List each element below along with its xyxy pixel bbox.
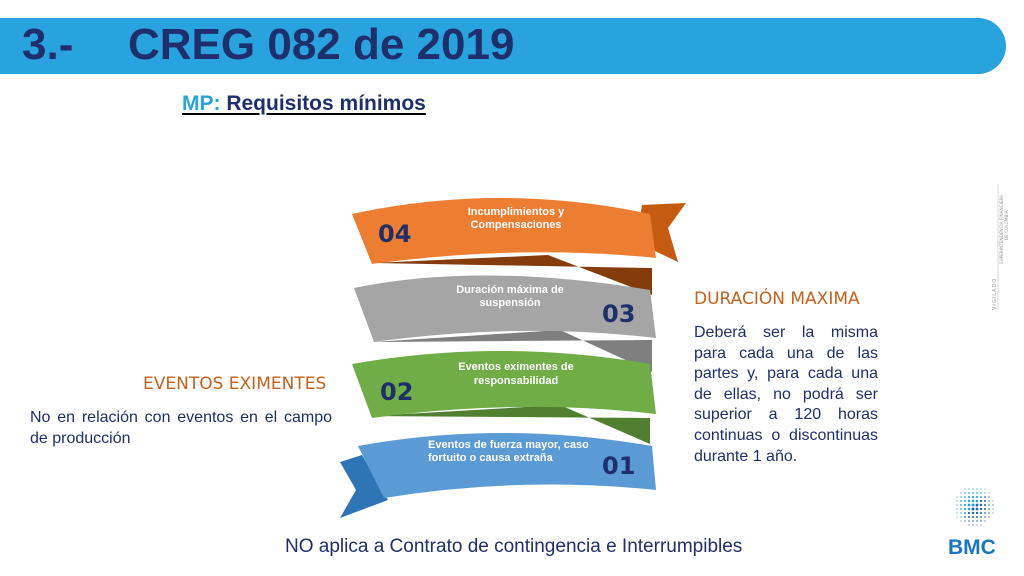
step-number-04: 04 [378,220,412,248]
logo-dot [976,520,978,522]
logo-dot [960,492,961,493]
logo-dot [992,500,993,501]
logo-dot [976,508,979,511]
logo-dot [968,520,969,521]
logo-dot [980,508,982,510]
logo-dot [985,489,986,490]
logo-dot [964,512,966,514]
logo-dot [984,492,985,493]
logo-dot [988,512,989,513]
logo-dot [984,516,986,518]
step-label-03-line1: Duración máxima de [456,284,564,296]
bmc-logo [940,482,1008,562]
logo-dot [976,524,977,525]
logo-dot [960,508,962,510]
logo-dot-globe [956,488,993,525]
right-panel-text: Deberá ser la misma para cada una de las partes y, para cada una de ellas, no podrá ser superior a 120 horas continuas o discontinuas durante 1 año. [694,324,878,465]
logo-dot [968,504,971,507]
logo-dot [972,492,974,494]
logo-dot [976,504,979,507]
step-number-02: 02 [380,378,414,406]
logo-dot [988,500,989,501]
right-panel-heading: DURACIÓN MAXIMA [694,289,860,309]
logo-dot [972,496,974,498]
ribbon-diagram [320,180,700,520]
step-label-03-line2: suspensión [479,297,541,309]
logo-text: BMC [948,536,996,559]
stamp-line-3: DE COLOMBIA [1004,210,1009,240]
left-panel-heading: EVENTOS EXIMENTES [143,374,327,394]
logo-dot [980,488,981,489]
logo-dot [972,512,974,514]
logo-dot [976,512,978,514]
logo-dot [956,500,957,501]
logo-dot [988,516,989,517]
logo-dot [968,492,970,494]
logo-dot [980,516,982,518]
logo-dot [972,488,973,489]
logo-dot [968,488,969,489]
step-label-01-line2: fortuito o causa extraña [428,452,553,464]
left-panel-text: No en relación con eventos en el campo de producción [30,409,332,447]
logo-dot [972,520,974,522]
logo-dot [968,508,971,511]
logo-dot [976,496,978,498]
logo-dot [976,488,977,489]
logo-dot [956,496,957,497]
logo-dot [964,492,965,493]
logo-dot [976,500,979,503]
logo-dot [988,496,989,497]
logo-dot [972,516,974,518]
step-label-04-line1: Incumplimientos y [467,206,565,218]
logo-dot [960,504,962,506]
logo-dot [964,500,966,502]
logo-dot [988,504,990,506]
slide-title: CREG 082 de 2019 [128,20,515,69]
logo-dot [984,500,986,502]
logo-dot [960,512,962,514]
logo-dot [984,508,986,510]
logo-dot [964,504,966,506]
logo-dot [968,516,970,518]
logo-dot [972,500,975,503]
subtitle [182,92,426,116]
logo-dot [984,496,986,498]
logo-dot [980,504,982,506]
subtitle-text: Requisitos mínimos [220,92,426,115]
logo-dot [956,512,957,513]
logo-dot [988,508,990,510]
logo-dot [976,492,978,494]
logo-dot [964,496,966,498]
logo-dot [960,496,961,497]
logo-dot [964,508,966,510]
logo-dot [960,520,961,521]
logo-dot [960,516,961,517]
logo-dot [984,520,985,521]
vigilado-stamp [992,182,1012,312]
stamp-line-1: VIGILADO [992,277,998,310]
step-label-01-line1: Eventos de fuerza mayor, caso [428,439,589,451]
logo-dot [981,525,982,526]
logo-dot [972,524,973,525]
logo-dot [984,504,986,506]
logo-dot [992,508,993,509]
slide-number: 3.- [22,20,74,69]
logo-dot [964,488,965,489]
step-number-01: 01 [602,452,636,480]
logo-dot [980,492,982,494]
step-label-02-line2: responsabilidad [473,375,559,387]
logo-dot [980,500,982,502]
logo-dot [980,512,982,514]
logo-dot [960,500,962,502]
logo-dot [980,496,982,498]
logo-dot [972,508,975,511]
logo-dot [964,520,965,521]
logo-dot [968,496,970,498]
logo-dot [976,516,978,518]
logo-dot [968,512,970,514]
logo-dot [988,492,989,493]
step-label-02-line1: Eventos eximentes de [458,361,574,373]
subtitle-prefix: MP: [182,92,221,115]
logo-dot [968,500,970,502]
logo-dot [971,503,974,506]
logo-dot [956,504,957,505]
logo-dot [956,508,957,509]
footer-note: NO aplica a Contrato de contingencia e Interrumpibles [285,536,743,557]
step-number-03: 03 [602,300,636,328]
logo-dot [993,513,994,514]
step-label-04-line2: Compensaciones [470,219,562,231]
logo-dot [957,517,958,518]
logo-dot [968,524,969,525]
logo-dot [980,520,981,521]
logo-dot [984,512,986,514]
logo-dot [992,504,993,505]
logo-dot [964,516,966,518]
stamp-line-2: SUPERINTENDENCIA FINANCIERA [999,194,1004,264]
